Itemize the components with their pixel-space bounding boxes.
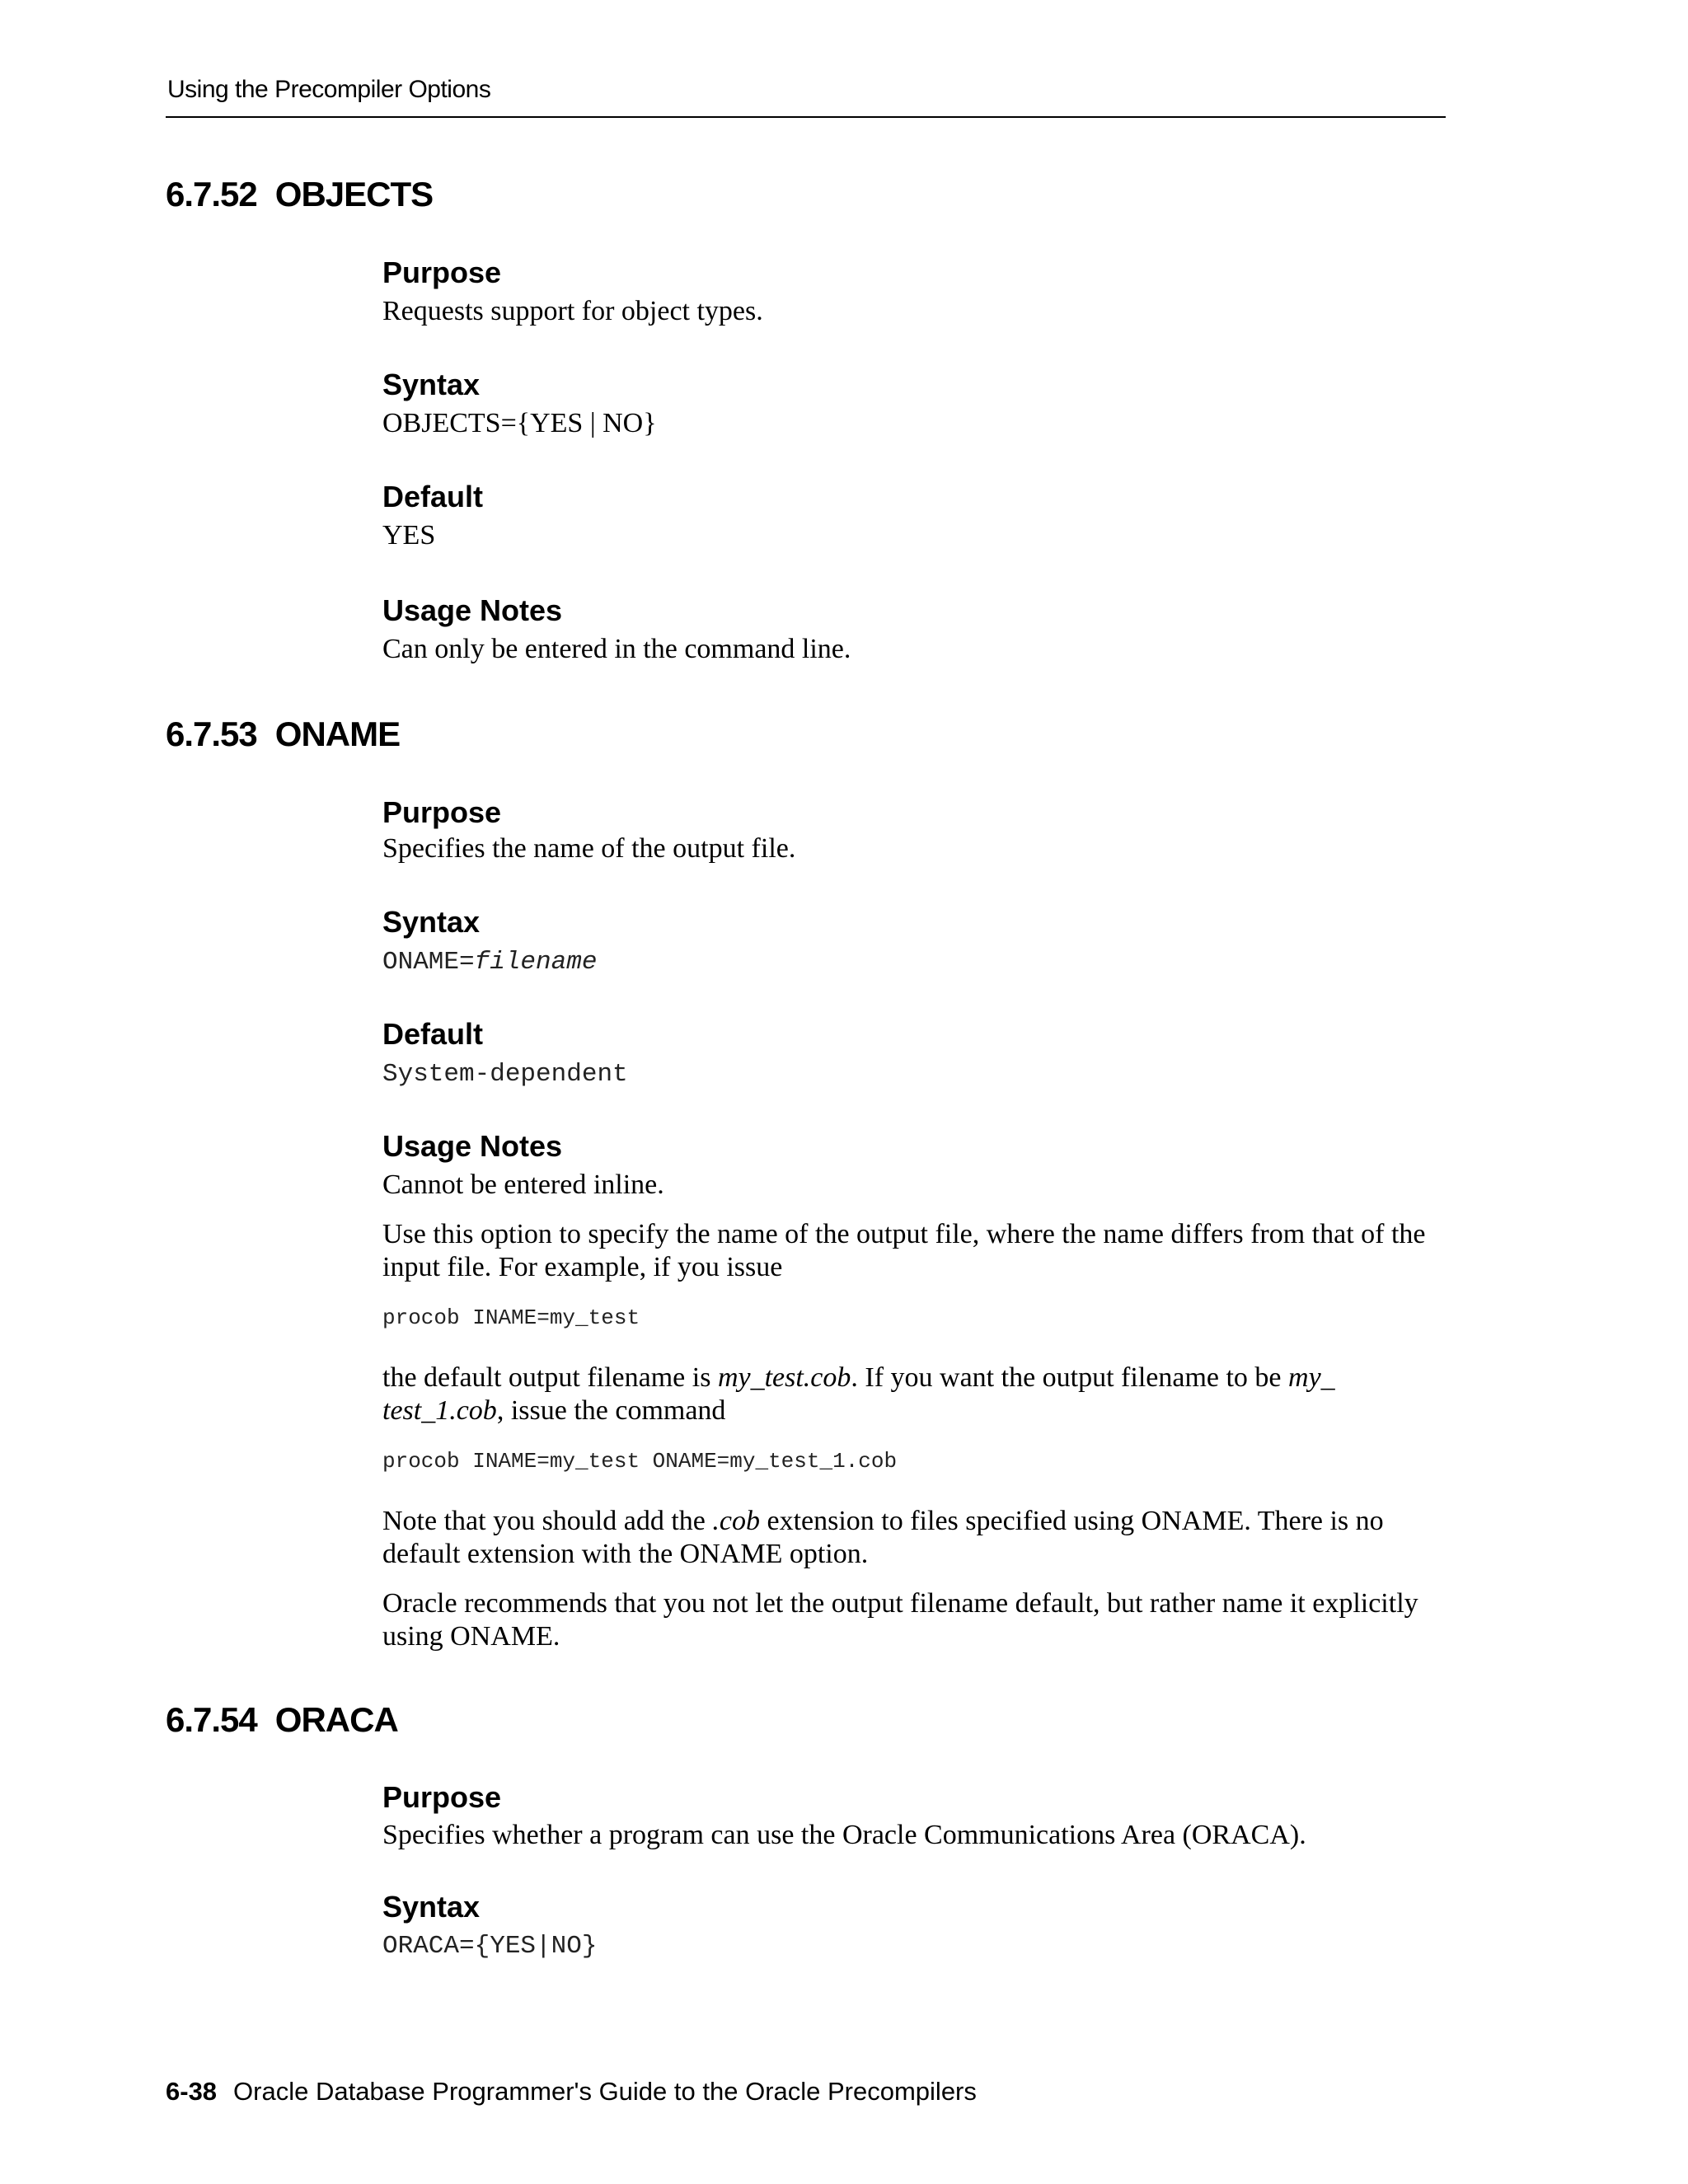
filename-emphasis: my_test.cob — [717, 1362, 851, 1393]
section-name: ORACA — [274, 1700, 398, 1739]
syntax-heading: Syntax — [382, 368, 481, 401]
section-name: OBJECTS — [274, 175, 434, 213]
usage-notes-heading: Usage Notes — [382, 593, 563, 627]
purpose-heading: Purpose — [382, 795, 502, 829]
section-number: 6.7.53 — [166, 715, 257, 753]
section-name: ONAME — [274, 715, 401, 753]
syntax-code — [382, 946, 597, 979]
usage-note-description: Use this option to specify the name of the output file, where the name differs from that of the input file. For example, if you issue — [382, 1219, 1426, 1282]
purpose-heading: Purpose — [382, 1780, 502, 1814]
section-title-oraca — [166, 1700, 398, 1739]
syntax-text: OBJECTS={YES | NO} — [382, 408, 657, 438]
default-code: System-dependent — [382, 1060, 628, 1089]
syntax-code-prefix: ONAME= — [382, 948, 475, 977]
usage-note-default-filename — [382, 1361, 1454, 1427]
section-number: 6.7.52 — [166, 175, 257, 213]
default-heading: Default — [382, 480, 484, 513]
code-example: procob INAME=my_test ONAME=my_test_1.cob — [382, 1449, 898, 1474]
purpose-text: Specifies the name of the output file. — [382, 833, 796, 864]
default-heading: Default — [382, 1017, 484, 1051]
usage-notes-text: Can only be entered in the command line. — [382, 634, 851, 664]
extension-emphasis: .cob — [712, 1506, 760, 1536]
running-header: Using the Precompiler Options — [167, 76, 491, 103]
usage-note-recommendation: Oracle recommends that you not let the output filename default, but rather name it explicitly using ONAME. — [382, 1588, 1418, 1652]
syntax-code-param: filename — [474, 948, 598, 977]
page-number: 6-38 — [166, 2077, 218, 2106]
purpose-heading: Purpose — [382, 255, 502, 289]
text-run: . If you want the output filename to be — [851, 1362, 1289, 1393]
code-example: procob INAME=my_test — [382, 1305, 640, 1330]
header-rule — [166, 116, 1446, 118]
text-run: extension to files specified using ONAME. There is no default extension with the ONAME option. — [382, 1506, 1384, 1569]
filename-emphasis: my_ test_1.cob — [382, 1362, 1335, 1426]
book-title: Oracle Database Programmer's Guide to the Oracle Precompilers — [233, 2077, 977, 2106]
page-footer — [166, 2077, 977, 2107]
purpose-text: Specifies whether a program can use the Oracle Communications Area (ORACA). — [382, 1820, 1306, 1850]
text-run: , issue the command — [496, 1395, 726, 1426]
syntax-heading: Syntax — [382, 1890, 481, 1924]
section-title-oname — [166, 717, 400, 752]
section-number: 6.7.54 — [166, 1700, 257, 1739]
text-run: the default output filename is — [382, 1362, 718, 1393]
section-title-objects — [166, 177, 433, 212]
usage-notes-heading: Usage Notes — [382, 1129, 563, 1163]
usage-note-inline: Cannot be entered inline. — [382, 1169, 664, 1200]
text-run: Note that you should add the — [382, 1506, 713, 1536]
usage-note-extension — [382, 1505, 1454, 1571]
default-text: YES — [382, 520, 436, 551]
syntax-heading: Syntax — [382, 905, 481, 939]
purpose-text: Requests support for object types. — [382, 296, 763, 326]
syntax-code: ORACA={YES|NO} — [382, 1932, 598, 1961]
